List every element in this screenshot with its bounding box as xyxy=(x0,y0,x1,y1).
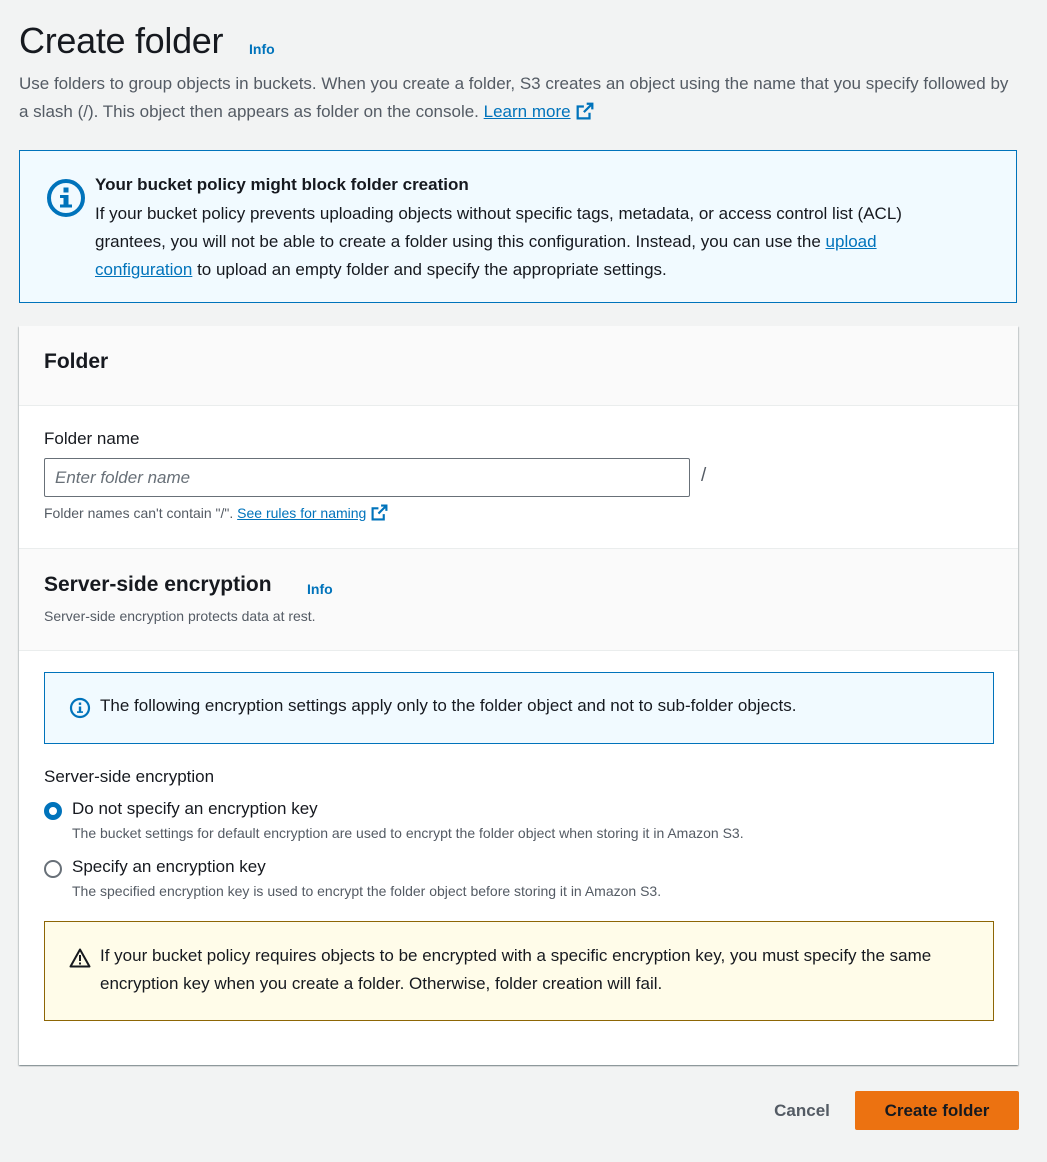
page-title: Create folder xyxy=(19,20,224,61)
external-link-icon xyxy=(371,504,388,521)
upload-configuration-link[interactable]: upload configuration xyxy=(95,232,877,279)
encryption-info-alert xyxy=(44,672,994,744)
naming-rules-link[interactable] xyxy=(237,505,388,521)
encryption-warning-alert xyxy=(44,921,994,1021)
page-description-text: Use folders to group objects in buckets. When you create a folder, S3 creates an object using the name that you specify followed by a slash (/). This object then appears as folder on the console. xyxy=(19,74,1009,121)
encryption-section-title: Server-side encryption xyxy=(44,573,272,596)
create-folder-card xyxy=(19,326,1018,1065)
constraint-text: Folder names can't contain "/". xyxy=(44,505,234,521)
alert-body-text-after: to upload an empty folder and specify the appropriate settings. xyxy=(197,260,667,279)
page-description xyxy=(19,70,1019,126)
radio-option-description: The specified encryption key is used to encrypt the folder object before storing it in Amazon S3. xyxy=(72,883,662,899)
external-link-icon xyxy=(576,102,594,120)
alert-title: Your bucket policy might block folder creation xyxy=(95,175,469,194)
radio-option-label: Do not specify an encryption key xyxy=(72,799,318,818)
warning-triangle-icon xyxy=(69,947,91,969)
naming-rules-label: See rules for naming xyxy=(237,505,367,521)
folder-name-constraint xyxy=(44,504,388,521)
title-info-link[interactable]: Info xyxy=(249,41,275,57)
learn-more-link[interactable] xyxy=(484,102,594,121)
encryption-info-link[interactable]: Info xyxy=(307,581,333,597)
encryption-description: Server-side encryption protects data at rest. xyxy=(44,608,316,624)
encryption-warning-message: If your bucket policy requires objects to be encrypted with a specific encryption key, you must specify the same encryption key when you create a folder. Otherwise, folder creation will fail. xyxy=(100,946,932,993)
folder-name-input[interactable] xyxy=(44,458,690,497)
encryption-info-message: The following encryption settings apply only to the folder object and not to sub-folder objects. xyxy=(100,696,797,715)
alert-body xyxy=(95,200,975,284)
encryption-section-header xyxy=(19,548,1018,651)
folder-section-header xyxy=(19,326,1018,406)
learn-more-label: Learn more xyxy=(483,102,571,121)
info-circle-icon xyxy=(69,697,91,719)
folder-name-label: Folder name xyxy=(44,429,140,448)
cancel-button[interactable]: Cancel xyxy=(752,1091,852,1130)
info-circle-icon xyxy=(46,178,86,218)
create-folder-button[interactable]: Create folder xyxy=(855,1091,1019,1130)
encryption-radio-group-label: Server-side encryption xyxy=(44,767,215,786)
radio-button-unselected[interactable] xyxy=(44,860,62,878)
radio-button-selected[interactable] xyxy=(44,802,62,820)
bucket-policy-alert xyxy=(19,150,1017,303)
alert-body-text: If your bucket policy prevents uploading objects without specific tags, metadata, or access control list (ACL) grantees, you will not be able to create a folder using this configuration. Instead, you can use the xyxy=(95,204,902,251)
radio-option-description: The bucket settings for default encryption are used to encrypt the folder object when storing it in Amazon S3. xyxy=(72,825,744,841)
folder-name-suffix: / xyxy=(701,465,707,486)
folder-section-title: Folder xyxy=(44,350,109,373)
radio-option-label: Specify an encryption key xyxy=(72,857,266,876)
